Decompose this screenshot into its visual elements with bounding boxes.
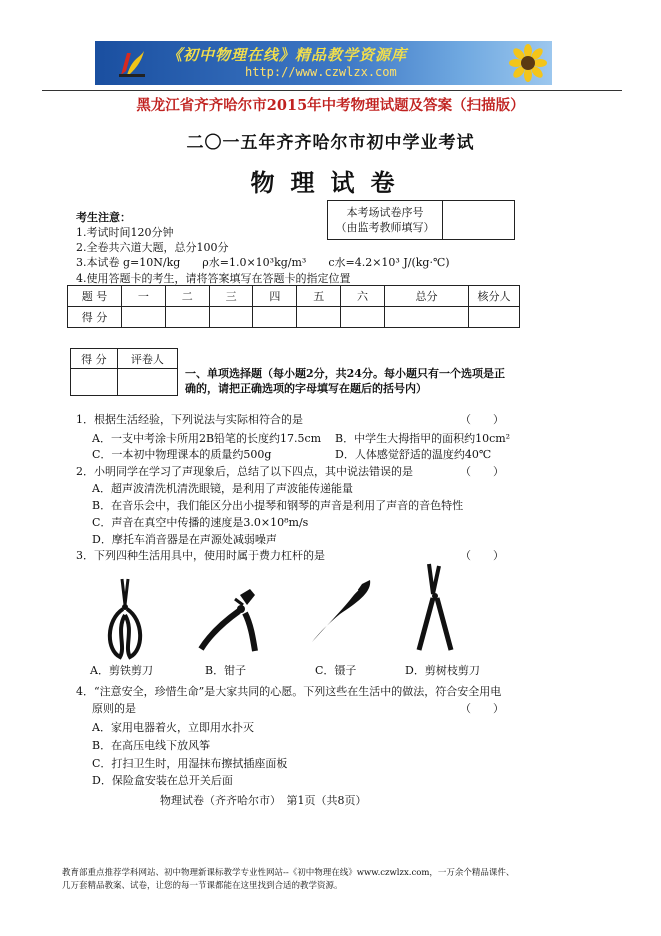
question-2-option-c: C．声音在真空中传播的速度是3.0×10⁸m/s (92, 516, 309, 529)
seat-number-line1: 本考场试卷序号 (346, 206, 424, 219)
grader-name-label: 评卷人 (117, 349, 177, 369)
score-cell[interactable] (469, 307, 520, 328)
score-cell[interactable] (209, 307, 253, 328)
grader-box (70, 348, 178, 396)
question-4-stem-cont: 原则的是 (92, 702, 136, 715)
promo-note-line2: 几万套精品教案、试卷，让您的每一节课都能在这里找到合适的教学资源。 (62, 881, 343, 891)
exam-title: 二〇一五年齐齐哈尔市初中学业考试 (186, 133, 475, 153)
note-item: 4.使用答题卡的考生，请将答案填写在答题卡的指定位置 (76, 272, 351, 285)
notes-heading: 考生注意： (76, 211, 131, 224)
score-header-cell: 五 (297, 286, 341, 307)
banner-url[interactable]: http://www.czwlzx.com (245, 65, 397, 79)
tin-snips-icon (100, 575, 150, 660)
score-cell[interactable] (297, 307, 341, 328)
score-cell[interactable] (165, 307, 209, 328)
header-banner (95, 41, 552, 85)
pruning-shears-icon (405, 560, 465, 655)
promo-note-line1: 教育部重点推荐学科网站、初中物理新课标教学专业性网站--《初中物理在线》www.czwlzx.com，一万余个精品课件、 (62, 868, 515, 878)
score-cell[interactable] (384, 307, 468, 328)
subject-title: 物理试卷 (250, 168, 411, 197)
sunflower-icon (508, 43, 548, 83)
question-4-option-a: A．家用电器着火，立即用水扑灭 (92, 721, 254, 734)
question-1-option-c: C．一本初中物理课本的质量约500g (92, 448, 272, 461)
seat-number-blank[interactable] (443, 201, 515, 240)
score-cell[interactable] (253, 307, 297, 328)
question-1-option-b: B．中学生大拇指甲的面积约10cm² (335, 432, 511, 445)
question-2-stem: 2．小明同学在学习了声现象后，总结了以下四点，其中说法错误的是 (76, 465, 413, 478)
note-item: 2.全卷共六道大题，总分100分 (76, 241, 229, 254)
note-item: 1.考试时间120分钟 (76, 226, 174, 239)
question-3-stem: 3．下列四种生活用具中，使用时属于费力杠杆的是 (76, 549, 325, 562)
question-3-option-c: C．镊子 (315, 664, 357, 677)
score-header-cell: 一 (122, 286, 166, 307)
grader-name-blank[interactable] (117, 369, 177, 396)
tweezers-icon (300, 572, 380, 652)
question-2-option-b: B．在音乐会中，我们能区分出小提琴和钢琴的声音是利用了声音的音色特性 (92, 499, 464, 512)
question-2-option-a: A．超声波清洗机清洗眼镜，是利用了声波能传递能量 (92, 482, 353, 495)
score-header-cell: 题 号 (68, 286, 122, 307)
score-cell[interactable] (341, 307, 385, 328)
site-logo-icon (117, 47, 147, 79)
question-4-option-b: B．在高压电线下放风筝 (92, 739, 211, 752)
seat-number-line2: （由监考教师填写） (335, 221, 435, 234)
question-1-option-a: A．一支中考涂卡所用2B铅笔的长度约17.5cm (92, 432, 322, 445)
grader-score-blank[interactable] (71, 369, 118, 396)
section1-instructions-line2: 确的，请把正确选项的字母填写在题后的括号内） (185, 382, 427, 395)
answer-paren[interactable]: （ ） (460, 413, 504, 426)
page-footer: 物理试卷（齐齐哈尔市） 第1页（共8页） (160, 794, 367, 807)
score-cell[interactable] (122, 307, 166, 328)
answer-paren[interactable]: （ ） (460, 702, 504, 715)
answer-paren[interactable]: （ ） (460, 549, 504, 562)
score-header-cell: 总分 (384, 286, 468, 307)
document-title: 黑龙江省齐齐哈尔市2015年中考物理试题及答案（扫描版） (136, 97, 525, 114)
banner-title: 《初中物理在线》精品教学资源库 (167, 46, 408, 64)
grader-score-label: 得 分 (71, 349, 118, 369)
pliers-icon (195, 585, 275, 655)
question-4-option-d: D．保险盒安装在总开关后面 (92, 774, 233, 787)
score-header-cell: 三 (209, 286, 253, 307)
seat-number-label (328, 201, 443, 240)
question-3-option-d: D．剪树枝剪刀 (405, 664, 480, 677)
header-divider (42, 90, 622, 91)
question-4-option-c: C．打扫卫生时，用湿抹布擦拭插座面板 (92, 757, 288, 770)
question-3-option-b: B．钳子 (205, 664, 247, 677)
section1-instructions-line1: 一、单项选择题（每小题2分，共24分。每小题只有一个选项是正 (185, 367, 505, 380)
seat-number-box (327, 200, 515, 240)
score-header-cell: 核分人 (469, 286, 520, 307)
question-4-stem: 4．“注意安全，珍惜生命”是大家共同的心愿。下列这些在生活中的做法，符合安全用电 (76, 685, 502, 698)
score-header-cell: 二 (165, 286, 209, 307)
question-1-stem: 1．根据生活经验，下列说法与实际相符合的是 (76, 413, 303, 426)
score-table (67, 285, 520, 328)
question-2-option-d: D．摩托车消音器是在声源处减弱噪声 (92, 533, 277, 546)
note-item: 3.本试卷 g=10N/kg ρ水=1.0×10³kg/m³ c水=4.2×10³ J/(kg·℃) (76, 256, 450, 269)
score-header-cell: 四 (253, 286, 297, 307)
answer-paren[interactable]: （ ） (460, 465, 504, 478)
score-header-cell: 六 (341, 286, 385, 307)
question-1-option-d: D．人体感觉舒适的温度约40℃ (335, 448, 492, 461)
question-3-option-a: A．剪铁剪刀 (90, 664, 153, 677)
score-row-label: 得 分 (68, 307, 122, 328)
